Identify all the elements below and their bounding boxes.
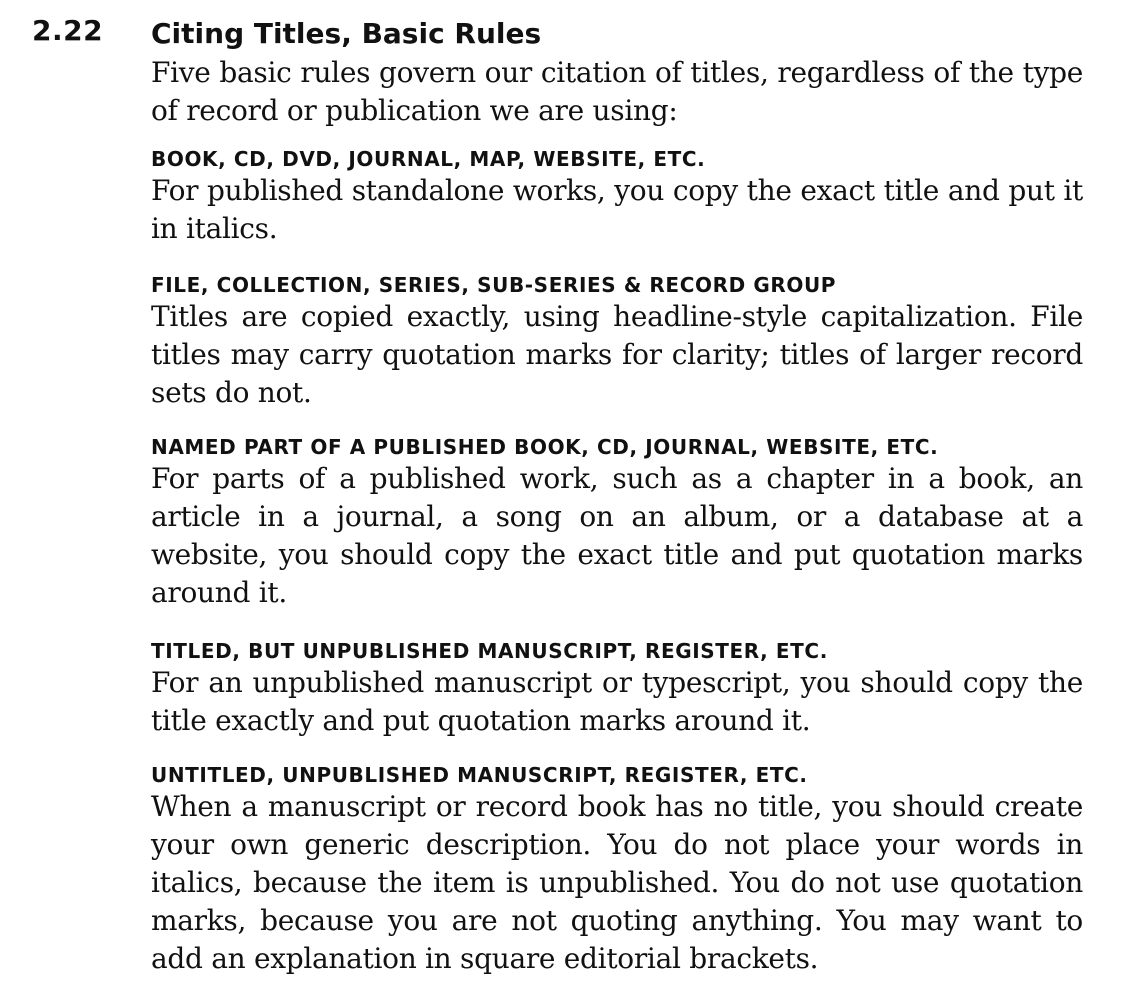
rule-heading: NAMED PART OF A PUBLISHED BOOK, CD, JOURNAL, WEBSITE, ETC. <box>151 435 939 459</box>
rule-heading: FILE, COLLECTION, SERIES, SUB-SERIES & RECORD GROUP <box>151 273 837 297</box>
rule-body: Titles are copied exactly, using headline-style capitalization. File titles may carry quotation marks for clarity; titles of larger record sets do not. <box>151 300 1083 409</box>
rule-titled-unpublished <box>151 638 1083 740</box>
rule-published-standalone <box>151 146 1083 248</box>
rule-body: For an unpublished manuscript or typescript, you should copy the title exactly and put quotation marks around it. <box>151 666 1083 737</box>
rule-untitled-unpublished <box>151 762 1083 978</box>
rule-body: For parts of a published work, such as a chapter in a book, an article in a journal, a song on an album, or a database at a website, you should copy the exact title and put quotation marks around it. <box>151 462 1083 609</box>
rule-body: When a manuscript or record book has no title, you should create your own generic description. You do not place your words in italics, because the item is unpublished. You do not use quotation marks, because you are not quoting anything. You may want to add an explanation in square editorial brackets. <box>151 790 1083 975</box>
rule-named-part <box>151 434 1083 612</box>
rule-body: For published standalone works, you copy the exact title and put it in italics. <box>151 174 1083 245</box>
section-number: 2.22 <box>32 14 104 47</box>
rule-heading: TITLED, BUT UNPUBLISHED MANUSCRIPT, REGISTER, ETC. <box>151 639 828 663</box>
section-intro: Five basic rules govern our citation of titles, regardless of the type of record or publication we are using: <box>151 56 1083 127</box>
section-title: Citing Titles, Basic Rules <box>151 17 542 50</box>
section-content <box>151 14 1083 978</box>
rule-heading: BOOK, CD, DVD, JOURNAL, MAP, WEBSITE, ETC. <box>151 147 706 171</box>
rule-heading: UNTITLED, UNPUBLISHED MANUSCRIPT, REGISTER, ETC. <box>151 763 808 787</box>
rule-file-collection-series <box>151 272 1083 412</box>
